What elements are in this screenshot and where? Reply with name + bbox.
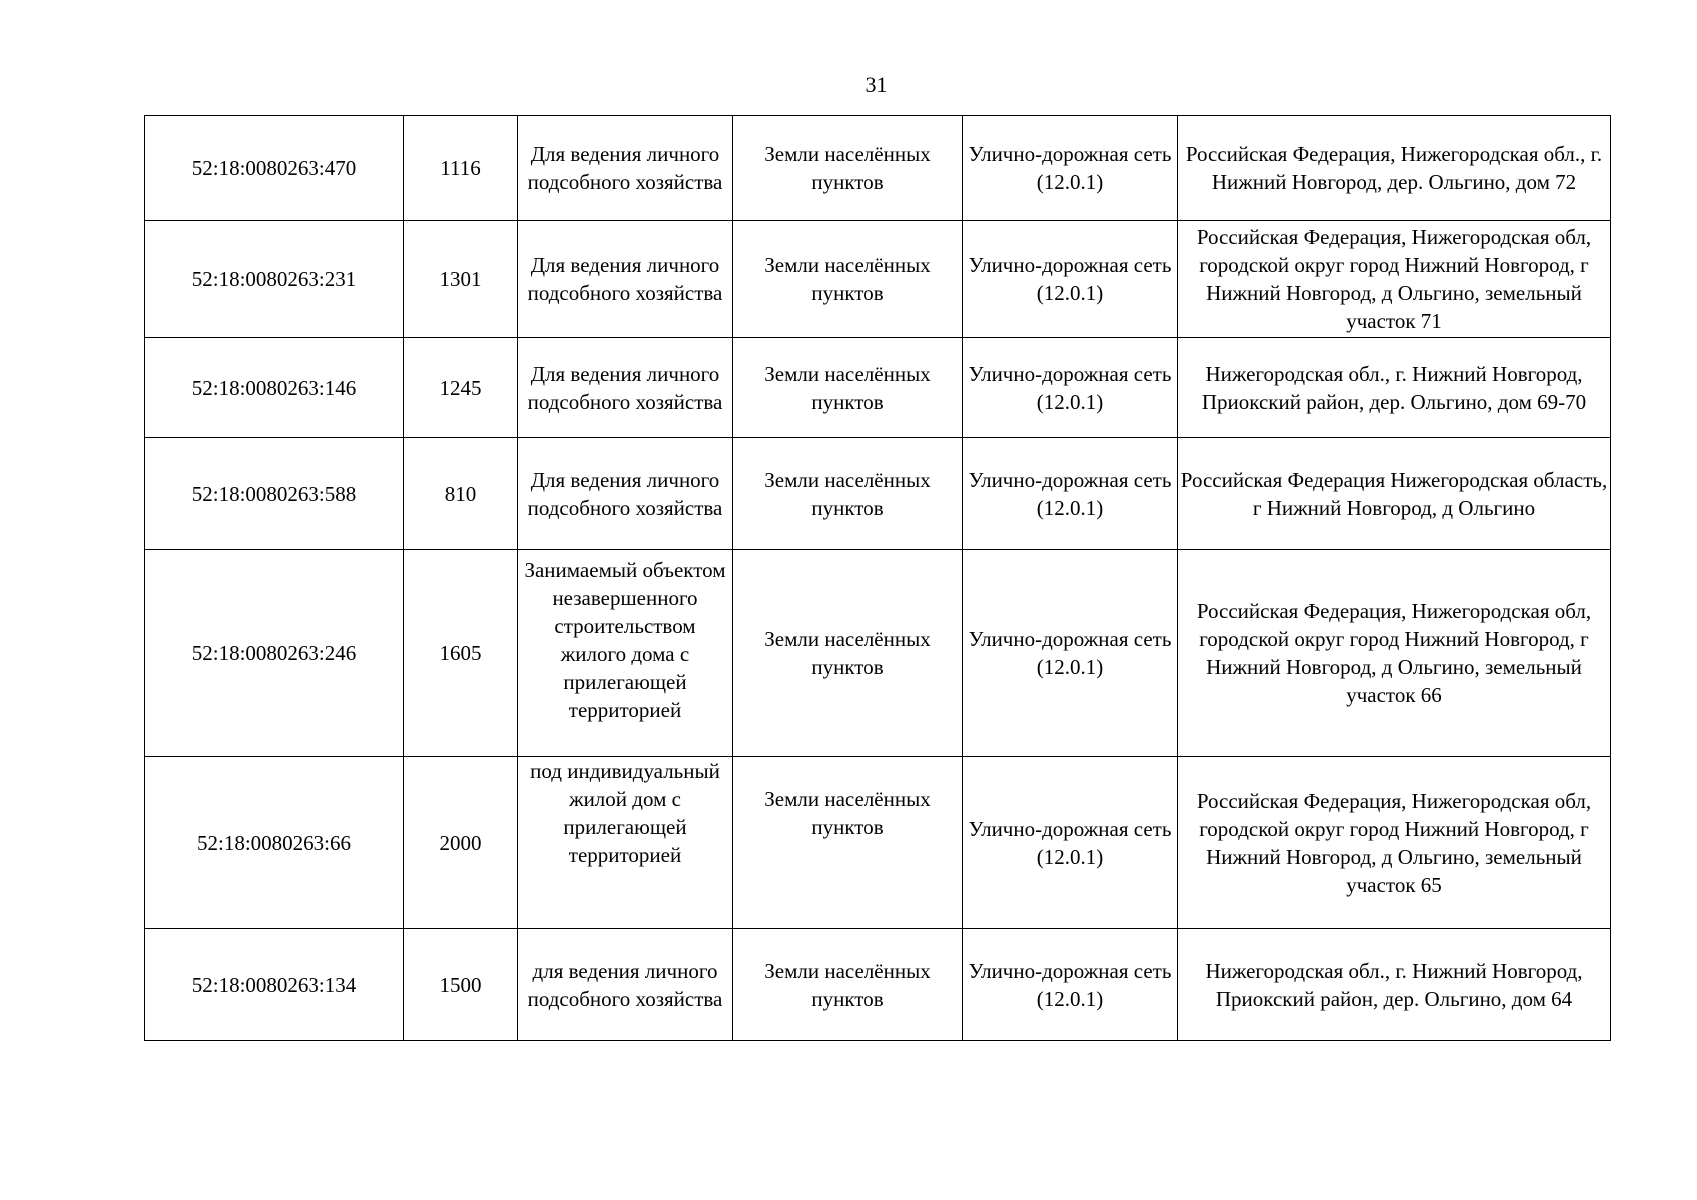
- area-cell: 1500: [404, 929, 518, 1041]
- land-category-cell: Земли населённых пунктов: [733, 338, 963, 438]
- address-cell: Российская Федерация, Нижегородская обл., г. Нижний Новгород, дер. Ольгино, дом 72: [1178, 116, 1611, 221]
- land-category-cell: Земли населённых пунктов: [733, 550, 963, 757]
- land-category-cell: Земли населённых пунктов: [733, 929, 963, 1041]
- zone-cell: Улично-дорожная сеть (12.0.1): [963, 116, 1178, 221]
- cadastral-number-cell: 52:18:0080263:246: [145, 550, 404, 757]
- land-category-cell: Земли населённых пунктов: [733, 221, 963, 338]
- cadastral-number-cell: 52:18:0080263:588: [145, 438, 404, 550]
- address-cell: Российская Федерация, Нижегородская обл, городской округ город Нижний Новгород, г Нижний Новгород, д Ольгино, земельный участок 65: [1178, 757, 1611, 929]
- permitted-use-cell: Для ведения личного подсобного хозяйства: [518, 438, 733, 550]
- permitted-use-cell: для ведения личного подсобного хозяйства: [518, 929, 733, 1041]
- address-cell: Российская Федерация Нижегородская область, г Нижний Новгород, д Ольгино: [1178, 438, 1611, 550]
- cadastral-number-cell: 52:18:0080263:470: [145, 116, 404, 221]
- land-category-cell: Земли населённых пунктов: [733, 757, 963, 929]
- address-cell: Российская Федерация, Нижегородская обл, городской округ город Нижний Новгород, г Нижний Новгород, д Ольгино, земельный участок 66: [1178, 550, 1611, 757]
- zone-cell: Улично-дорожная сеть (12.0.1): [963, 929, 1178, 1041]
- table-row: [145, 221, 1611, 338]
- area-cell: 810: [404, 438, 518, 550]
- permitted-use-cell: Для ведения личного подсобного хозяйства: [518, 116, 733, 221]
- permitted-use-cell: Занимаемый объектом незавершенного строительством жилого дома с прилегающей территорией: [518, 550, 733, 757]
- zone-cell: Улично-дорожная сеть (12.0.1): [963, 438, 1178, 550]
- zone-cell: Улично-дорожная сеть (12.0.1): [963, 757, 1178, 929]
- address-cell: Нижегородская обл., г. Нижний Новгород, Приокский район, дер. Ольгино, дом 69-70: [1178, 338, 1611, 438]
- table-row: [145, 929, 1611, 1041]
- zone-cell: Улично-дорожная сеть (12.0.1): [963, 221, 1178, 338]
- zone-cell: Улично-дорожная сеть (12.0.1): [963, 338, 1178, 438]
- cadastral-number-cell: 52:18:0080263:66: [145, 757, 404, 929]
- cadastral-number-cell: 52:18:0080263:134: [145, 929, 404, 1041]
- area-cell: 1116: [404, 116, 518, 221]
- area-cell: 1245: [404, 338, 518, 438]
- table-row: [145, 757, 1611, 929]
- zone-cell: Улично-дорожная сеть (12.0.1): [963, 550, 1178, 757]
- table-row: [145, 116, 1611, 221]
- permitted-use-cell: Для ведения личного подсобного хозяйства: [518, 338, 733, 438]
- cadastral-number-cell: 52:18:0080263:231: [145, 221, 404, 338]
- address-cell: Нижегородская обл., г. Нижний Новгород, Приокский район, дер. Ольгино, дом 64: [1178, 929, 1611, 1041]
- land-plots-table: [144, 115, 1611, 1041]
- cadastral-number-cell: 52:18:0080263:146: [145, 338, 404, 438]
- address-cell: Российская Федерация, Нижегородская обл, городской округ город Нижний Новгород, г Нижний Новгород, д Ольгино, земельный участок 71: [1178, 221, 1611, 338]
- area-cell: 1605: [404, 550, 518, 757]
- permitted-use-cell: Для ведения личного подсобного хозяйства: [518, 221, 733, 338]
- permitted-use-cell: под индивидуальный жилой дом с прилегающей территорией: [518, 757, 733, 929]
- table-row: [145, 438, 1611, 550]
- table-row: [145, 338, 1611, 438]
- area-cell: 1301: [404, 221, 518, 338]
- area-cell: 2000: [404, 757, 518, 929]
- table-row: [145, 550, 1611, 757]
- land-category-cell: Земли населённых пунктов: [733, 438, 963, 550]
- page-number: 31: [865, 72, 888, 97]
- land-category-cell: Земли населённых пунктов: [733, 116, 963, 221]
